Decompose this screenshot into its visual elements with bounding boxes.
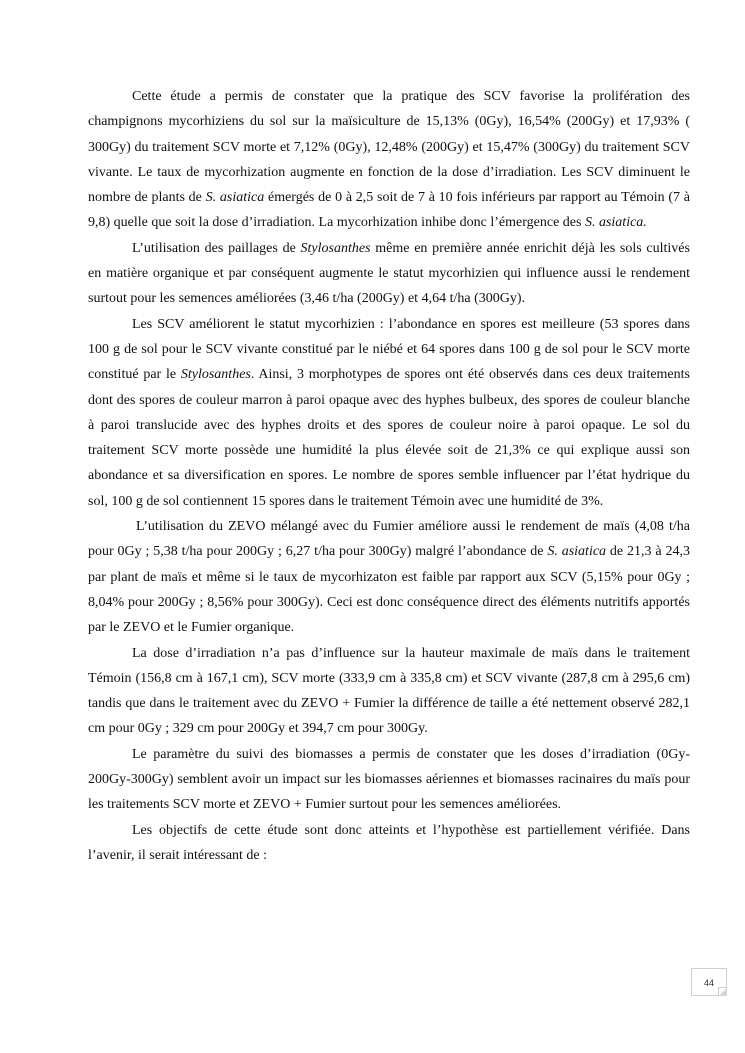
paragraph-zevo-manure: [88, 514, 690, 640]
paragraph-text: même en première année enrichit déjà les sols cultivés en matière organique et par conséquent augmente le statut mycorhizien qui influence aussi le rendement surtout pour les semences améliorées (3,46 t/ha (200Gy) et 4,64 t/ha (300Gy).: [88, 240, 690, 307]
italic-species-name: S. asiatica: [547, 544, 607, 560]
italic-species-name: Stylosanthes: [300, 240, 371, 256]
page-number-box: [691, 968, 727, 996]
paragraph-text: de 21,3 à 24,3 par plant de maïs et même si le taux de mycorhizaton est faible par rapport aux SCV (5,15% pour 0Gy ; 8,04% pour 200Gy ; 8,56% pour 300Gy). Ceci est donc conséquence direct des éléments nutritifs apportés par le ZEVO et le Fumier organique.: [88, 544, 690, 636]
paragraph-text: émergés de 0 à 2,5 soit de 7 à 10 fois inférieurs par rapport au Témoin (7 à 9,8) quelle que soit la dose d’irradiation. La mycorhization inhibe donc l’émergence des: [88, 190, 690, 231]
paragraph-text: Le paramètre du suivi des biomasses a permis de constater que les doses d’irradiation (0Gy-200Gy-300Gy) semblent avoir un impact sur les biomasses aériennes et biomasses racinaires du maïs pour les traitements SCV morte et ZEVO + Fumier surtout pour les semences améliorées.: [88, 746, 690, 813]
paragraph-text: . Ainsi, 3 morphotypes de spores ont été observés dans ces deux traitements dont des spores de couleur marron à paroi opaque avec des hyphes bulbeux, des spores de couleur blanche à paroi translucide avec des hyphes droits et des spores de couleur noire à paroi opaque. Le sol du traitement SCV morte possède une humidité la plus élevée soit de 21,3% ce qui explique aussi son abondance et sa diversification en spores. Le nombre de spores semble influencer par l’état hydrique du sol, 100 g de sol contiennent 15 spores dans le traitement Témoin avec une humidité de 3%.: [88, 367, 690, 509]
paragraph-biomass: [88, 742, 690, 818]
paragraph-text: L’utilisation des paillages de: [132, 240, 301, 256]
paragraph-text: La dose d’irradiation n’a pas d’influence sur la hauteur maximale de maïs dans le traitement Témoin (156,8 cm à 167,1 cm), SCV morte (333,9 cm à 335,8 cm) et SCV vivante (287,8 cm à 295,6 cm) tandis que dans le traitement avec du ZEVO + Fumier la différence de taille a été nettement observé 282,1 cm pour 0Gy ; 329 cm pour 200Gy et 394,7 cm pour 300Gy.: [88, 645, 690, 737]
paragraph-irradiation-height: [88, 641, 690, 742]
italic-species-name: Stylosanthes: [180, 367, 251, 383]
paragraph-spore-abundance: [88, 312, 690, 514]
document-body: [88, 84, 690, 868]
paragraph-stylosanthes-mulch: [88, 236, 690, 312]
paragraph-text: L’utilisation du ZEVO mélangé avec du Fumier améliore aussi le rendement de maïs (4,08 t/ha pour 0Gy ; 5,38 t/ha pour 200Gy ; 6,27 t/ha pour 300Gy) malgré l’abondance de: [88, 519, 690, 560]
page-curl-icon: [718, 987, 727, 996]
paragraph-conclusion-mycorrhiza: [88, 84, 690, 236]
italic-species-name: S. asiatica: [205, 190, 265, 206]
page-number: 44: [703, 978, 714, 988]
paragraph-text: Cette étude a permis de constater que la pratique des SCV favorise la prolifération des champignons mycorhiziens du sol sur la maïsiculture de 15,13% (0Gy), 16,54% (200Gy) et 17,93% ( 300Gy) du traitement SCV morte et 7,12% (0Gy), 12,48% (200Gy) et 15,47% (300Gy) du traitement SCV vivante. Le taux de mycorhization augmente en fonction de la dose d’irradiation. Les SCV diminuent le nombre de plants de: [88, 89, 690, 206]
paragraph-objectives: [88, 818, 690, 869]
italic-species-name: S. asiatica.: [584, 215, 647, 231]
paragraph-text: Les SCV améliorent le statut mycorhizien : l’abondance en spores est meilleure (53 spores dans 100 g de sol pour le SCV vivante constitué par le niébé et 64 spores dans 100 g de sol pour le SCV morte constitué par le: [88, 316, 690, 383]
paragraph-text: Les objectifs de cette étude sont donc atteints et l’hypothèse est partiellement vérifiée. Dans l’avenir, il serait intéressant de :: [88, 822, 690, 863]
